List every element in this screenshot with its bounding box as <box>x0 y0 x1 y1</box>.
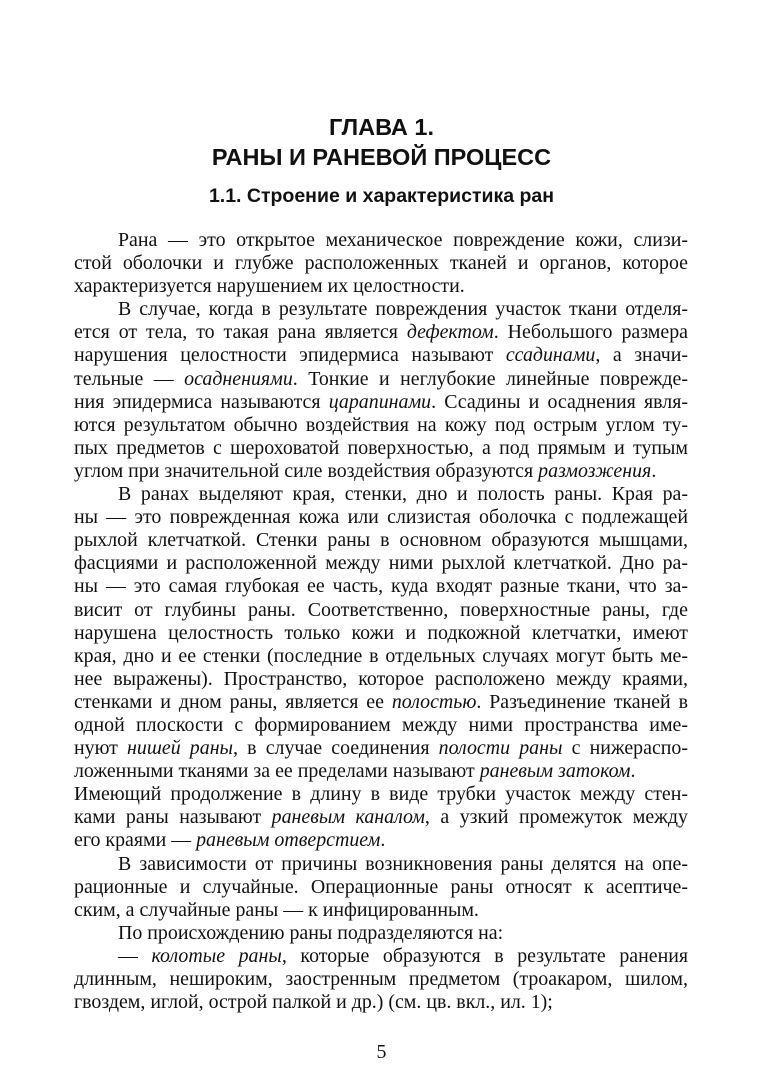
italic-term: раневым отверстием <box>196 829 381 852</box>
text-run: его краями — <box>74 829 197 852</box>
text-line <box>74 899 688 922</box>
text-run: фасциями и расположенной между ними рыхлой клетчаткой. Дно ра- <box>74 552 688 575</box>
text-line <box>74 922 688 945</box>
text-line <box>74 229 688 252</box>
text-line <box>74 806 688 829</box>
text-line <box>74 622 688 645</box>
text-line <box>74 783 688 806</box>
text-line <box>74 483 688 506</box>
text-run: Имеющий продолжение в длину в виде трубки участок между стен- <box>74 783 688 806</box>
text-line <box>74 645 688 668</box>
text-line <box>74 575 688 598</box>
text-line <box>74 968 688 991</box>
chapter-number: ГЛАВА 1. <box>328 114 435 140</box>
text-run: одной плоскости с формированием между ними пространства име- <box>74 713 688 736</box>
text-line <box>74 321 688 344</box>
italic-term: нишей раны <box>127 737 234 760</box>
text-run: ния эпидермиса называются <box>74 390 329 413</box>
text-line <box>74 829 688 852</box>
text-run: нуют <box>74 737 128 760</box>
text-line <box>74 275 688 298</box>
text-line <box>74 368 688 391</box>
text-run: . <box>380 829 386 852</box>
text-run: с нижераспо- <box>562 737 688 760</box>
text-run: , которые образуются в результате ранения <box>281 944 689 967</box>
text-line <box>74 668 688 691</box>
text-run: нарушена целостность только кожи и подкожной клетчатки, имеют <box>74 621 688 644</box>
text-run: . Тонкие и неглубокие линейные поврежде- <box>292 367 688 390</box>
text-run: , в случае соединения <box>233 737 439 760</box>
text-line <box>74 760 688 783</box>
text-line <box>74 714 688 737</box>
text-run: — <box>118 944 152 967</box>
text-run: края, дно и ее стенки (последние в отдельных случаях могут быть ме- <box>74 644 688 667</box>
text-run: стой оболочки и глубже расположенных тканей и органов, которое <box>74 252 688 275</box>
text-run: В ранах выделяют края, стенки, дно и полость раны. Края ра- <box>118 483 688 506</box>
text-run: , а узкий промежуток между <box>424 806 688 829</box>
italic-term: полости раны <box>438 737 563 760</box>
chapter-title: РАНЫ И РАНЕВОЙ ПРОЦЕСС <box>211 144 552 170</box>
text-run: . Небольшого размера <box>493 321 688 344</box>
text-line <box>74 414 688 437</box>
page-number: 5 <box>376 1041 387 1063</box>
text-run: тельные — <box>74 367 185 390</box>
body-text <box>74 229 688 1014</box>
text-run: нее выражены). Пространство, которое расположено между краями, <box>74 667 688 690</box>
italic-term: раневым каналом <box>271 806 425 829</box>
text-run: стенками и дном раны, является ее <box>74 690 392 713</box>
text-line <box>74 298 688 321</box>
text-run: нарушения целостности эпидермиса называют <box>74 344 506 367</box>
text-line <box>74 552 688 575</box>
text-line <box>74 437 688 460</box>
text-run: рационные и случайные. Операционные раны относят к асептиче- <box>74 875 688 898</box>
text-line <box>74 599 688 622</box>
text-run: углом при значительной силе воздействия образуются <box>74 459 539 482</box>
text-run: ется от тела, то такая рана является <box>74 321 407 344</box>
text-line <box>74 391 688 414</box>
text-run: рыхлой клетчаткой. Стенки раны в основном образуются мышцами, <box>74 529 688 552</box>
text-line <box>74 991 688 1014</box>
text-run: . <box>630 760 636 783</box>
italic-term: осаднениями <box>184 367 293 390</box>
text-run: , а значи- <box>595 344 688 367</box>
text-run: длинным, нешироким, заостренным предметом (троакаром, шилом, <box>74 968 688 990</box>
text-run: . Ссадины и осаднения явля- <box>431 390 688 413</box>
section-title: 1.1. Строение и характеристика ран <box>208 185 555 207</box>
italic-term: колотые раны <box>151 944 282 967</box>
text-run: ложенными тканями за ее пределами называют <box>74 760 480 783</box>
text-line <box>74 506 688 529</box>
italic-term: дефектом <box>406 321 494 344</box>
text-line <box>74 876 688 899</box>
italic-term: полостью <box>391 690 477 713</box>
text-run: В зависимости от причины возникновения раны делятся на опе- <box>118 852 688 875</box>
text-run: пых предметов с шероховатой поверхностью, а под прямым и тупым <box>74 436 688 459</box>
text-run: В случае, когда в результате повреждения участок ткани отделя- <box>118 298 688 321</box>
text-run: ны — это поврежденная кожа или слизистая оболочка с подлежащей <box>74 506 688 529</box>
text-run: ны — это самая глубокая ее часть, куда входят разные ткани, что за- <box>74 575 688 598</box>
italic-term: ссадинами <box>505 344 596 367</box>
text-run: Рана — это открытое механическое повреждение кожи, слизи- <box>118 229 688 251</box>
text-run: ками раны называют <box>74 806 272 829</box>
italic-term: размозжения <box>538 459 652 482</box>
text-line <box>74 344 688 367</box>
text-run: ются результатом обычно воздействия на кожу под острым углом ту- <box>74 413 688 436</box>
text-run: гвоздем, иглой, острой палкой и др.) (см. цв. вкл., ил. 1); <box>74 991 553 1014</box>
text-line <box>74 252 688 275</box>
text-line <box>74 945 688 968</box>
text-line <box>74 529 688 552</box>
text-line <box>74 853 688 876</box>
text-run: ским, а случайные раны — к инфицированным. <box>74 898 479 921</box>
text-line <box>74 691 688 714</box>
text-run: . Разъединение тканей в <box>476 690 688 713</box>
italic-term: царапинами <box>328 390 432 413</box>
text-run: висит от глубины раны. Соответственно, поверхностные раны, где <box>74 598 688 621</box>
text-run: . <box>651 459 657 482</box>
text-run: характеризуется нарушением их целостности. <box>74 275 465 298</box>
italic-term: раневым затоком <box>479 760 631 783</box>
text-line <box>74 460 688 483</box>
text-run: По происхождению раны подразделяются на: <box>118 921 504 944</box>
text-line <box>74 737 688 760</box>
